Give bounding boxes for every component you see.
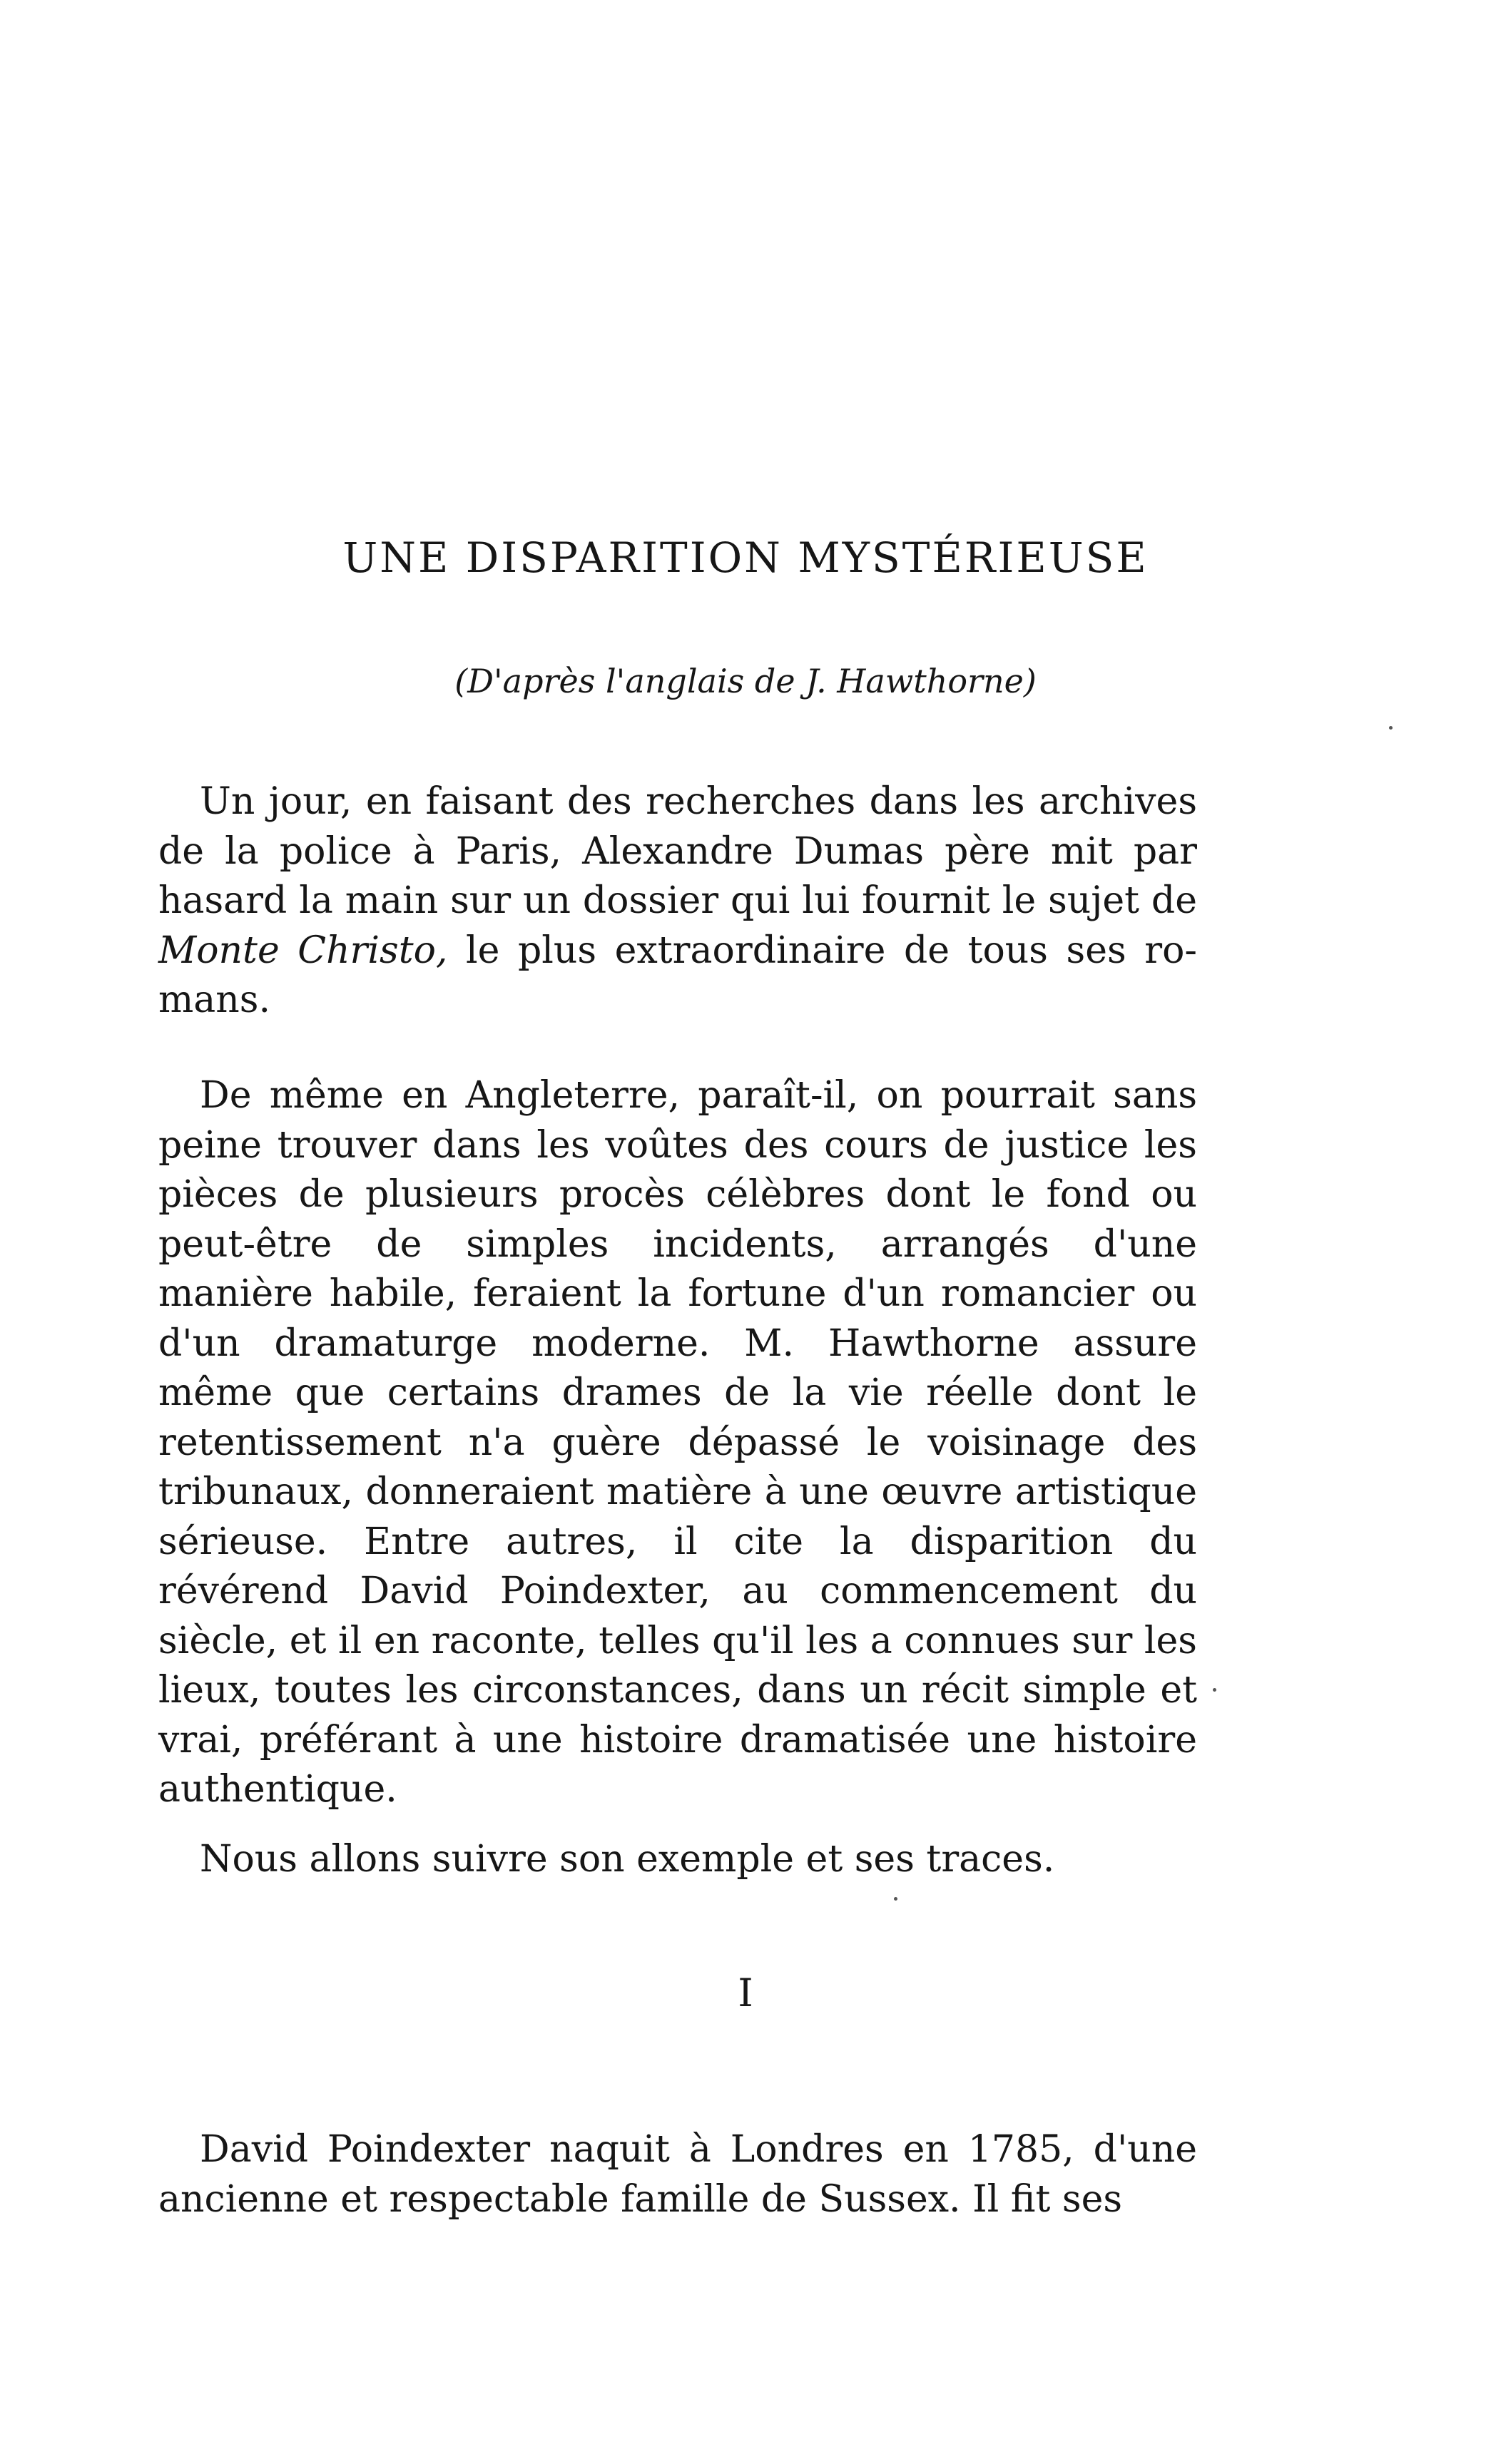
chapter-subtitle: (D'après l'anglais de J. Hawthorne) <box>454 662 1037 700</box>
ink-speck-3 <box>894 1897 897 1901</box>
section-numeral: I <box>738 1970 753 2015</box>
chapter-title: UNE DISPARITION MYSTÉRIEUSE <box>342 533 1149 582</box>
paragraph-1 <box>158 777 1197 1026</box>
ink-speck-1 <box>1389 726 1393 730</box>
paragraph-2: De même en Angleterre, paraît-il, on pourrait sans peine trouver dans les voûtes des cours de justice les pièces de plusieurs procès célèbres dont le fond ou peut-être de simples incidents, arrangés d'une manière habile, feraient la fortune d'un romancier ou d'un dramaturge moderne. M. Hawthorne assure même que certains drames de la vie réelle dont le retentissement n'a guère dépassé le voisinage des tribunaux, donneraient matière à une œuvre artistique sérieuse. Entre autres, il cite la disparition du révérend David Poindexter, au commencement du siècle, et il en raconte, telles qu'il les a connues sur les lieux, toutes les circonstances, dans un récit simple et vrai, préférant à une histoire dramatisée une histoire authentique. <box>158 1074 1197 1811</box>
paragraph-3: Nous allons suivre son exemple et ses traces. <box>200 1838 1055 1881</box>
paragraph-1-text-end: le plus extraordinaire de tous ses romans. <box>158 929 1197 1021</box>
section-1-paragraph-1: David Poindexter naquit à Londres en 1785, d'une ancienne et respectable famille de Sussex. Il fit ses <box>158 2128 1197 2221</box>
paragraph-1-italic-title: Monte Christo, <box>158 929 448 972</box>
ink-speck-2 <box>1213 1688 1216 1692</box>
paragraph-1-text: Un jour, en faisant des recherches dans les archives de la police à Paris, Alexandre Dumas père mit par hasard la main sur un dossier qui lui fournit le sujet de <box>158 780 1197 922</box>
